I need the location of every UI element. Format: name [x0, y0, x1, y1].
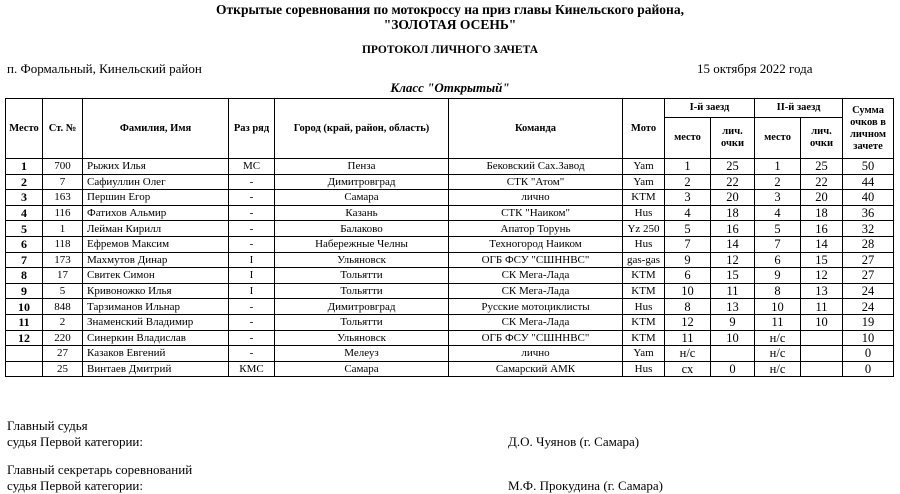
- cell-race-2-place: н/с: [755, 361, 801, 377]
- table-row: [6, 268, 894, 284]
- cell-race-1-place: 1: [665, 159, 711, 175]
- cell-city: Балаково: [275, 221, 449, 237]
- cell-team: СТК "Атом": [449, 174, 623, 190]
- table-row: [6, 314, 894, 330]
- event-location: п. Формальный, Кинельский район: [7, 61, 202, 76]
- table-row: [6, 361, 894, 377]
- cell-race-2-place: 9: [755, 268, 801, 284]
- cell-total: 28: [843, 236, 894, 252]
- cell-place: 11: [6, 314, 43, 330]
- cell-moto: Hus: [623, 299, 665, 315]
- cell-total: 24: [843, 283, 894, 299]
- cell-place: 3: [6, 190, 43, 206]
- cell-city: Самара: [275, 361, 449, 377]
- cell-race-2-points: 15: [801, 252, 843, 268]
- cell-race-1-points: 25: [711, 159, 755, 175]
- cell-total: 24: [843, 299, 894, 315]
- table-row: [6, 221, 894, 237]
- cell-race-2-place: 8: [755, 283, 801, 299]
- cell-start-no: 118: [43, 236, 83, 252]
- cell-start-no: 27: [43, 346, 83, 362]
- cell-start-no: 848: [43, 299, 83, 315]
- table-row: [6, 283, 894, 299]
- cell-race-1-place: 9: [665, 252, 711, 268]
- cell-place: 12: [6, 330, 43, 346]
- secretary-title: Главный секретарь соревнований: [7, 462, 193, 477]
- event-date: 15 октября 2022 года: [697, 61, 813, 76]
- cell-moto: KTM: [623, 268, 665, 284]
- cell-start-no: 700: [43, 159, 83, 175]
- cell-race-2-points: 14: [801, 236, 843, 252]
- cell-total: 10: [843, 330, 894, 346]
- cell-rank: -: [229, 221, 275, 237]
- cell-race-2-place: 1: [755, 159, 801, 175]
- cell-race-1-place: 4: [665, 205, 711, 221]
- cell-team: СТК "Наиком": [449, 205, 623, 221]
- col-place: Место: [6, 99, 43, 159]
- cell-name: Тарзиманов Ильнар: [83, 299, 229, 315]
- table-row: [6, 159, 894, 175]
- cell-name: Сафиуллин Олег: [83, 174, 229, 190]
- cell-race-2-place: 4: [755, 205, 801, 221]
- cell-name: Махмутов Динар: [83, 252, 229, 268]
- cell-moto: KTM: [623, 330, 665, 346]
- cell-rank: I: [229, 283, 275, 299]
- cell-race-2-place: 10: [755, 299, 801, 315]
- table-row: [6, 330, 894, 346]
- cell-race-1-points: [711, 346, 755, 362]
- cell-race-2-place: н/с: [755, 330, 801, 346]
- cell-race-1-place: н/с: [665, 346, 711, 362]
- table-row: [6, 190, 894, 206]
- cell-name: Рыжих Илья: [83, 159, 229, 175]
- col-city: Город (край, район, область): [275, 99, 449, 159]
- cell-team: СК Мега-Лада: [449, 314, 623, 330]
- cell-team: СК Мега-Лада: [449, 268, 623, 284]
- cell-team: лично: [449, 190, 623, 206]
- cell-team: Самарский АМК: [449, 361, 623, 377]
- cell-moto: Hus: [623, 236, 665, 252]
- cell-race-1-points: 14: [711, 236, 755, 252]
- col-race-1-place: место: [665, 118, 711, 159]
- col-race-2-points: лич. очки: [801, 118, 843, 159]
- cell-place: 4: [6, 205, 43, 221]
- cell-race-1-place: сх: [665, 361, 711, 377]
- cell-city: Димитровград: [275, 174, 449, 190]
- cell-name: Кривоножко Илья: [83, 283, 229, 299]
- cell-name: Лейман Кирилл: [83, 221, 229, 237]
- title-line-1: Открытые соревнования по мотокроссу на приз главы Кинельского района,: [216, 2, 684, 17]
- judge-title: Главный судья: [7, 418, 88, 433]
- cell-rank: -: [229, 174, 275, 190]
- cell-place: 1: [6, 159, 43, 175]
- cell-race-2-place: н/с: [755, 346, 801, 362]
- cell-race-2-points: 20: [801, 190, 843, 206]
- cell-race-2-points: 10: [801, 314, 843, 330]
- class-title: Класс "Открытый": [390, 80, 510, 95]
- cell-race-2-place: 2: [755, 174, 801, 190]
- cell-place: 8: [6, 268, 43, 284]
- protocol-heading: ПРОТОКОЛ ЛИЧНОГО ЗАЧЕТА: [361, 44, 538, 56]
- cell-city: Казань: [275, 205, 449, 221]
- cell-race-1-points: 15: [711, 268, 755, 284]
- col-race-1-points: лич. очки: [711, 118, 755, 159]
- cell-start-no: 1: [43, 221, 83, 237]
- col-name: Фамилия, Имя: [83, 99, 229, 159]
- cell-moto: Hus: [623, 361, 665, 377]
- cell-race-2-points: 25: [801, 159, 843, 175]
- results-table: [5, 98, 894, 377]
- cell-total: 32: [843, 221, 894, 237]
- cell-rank: -: [229, 330, 275, 346]
- cell-race-2-points: 18: [801, 205, 843, 221]
- cell-rank: МС: [229, 159, 275, 175]
- cell-city: Тольятти: [275, 268, 449, 284]
- secretary-name: М.Ф. Прокудина (г. Самара): [508, 478, 663, 493]
- cell-race-1-points: 16: [711, 221, 755, 237]
- cell-total: 0: [843, 361, 894, 377]
- cell-race-2-points: [801, 346, 843, 362]
- col-start-no: Ст. №: [43, 99, 83, 159]
- cell-total: 40: [843, 190, 894, 206]
- cell-moto: KTM: [623, 314, 665, 330]
- cell-race-1-points: 0: [711, 361, 755, 377]
- cell-team: Апатор Торунь: [449, 221, 623, 237]
- cell-place: [6, 346, 43, 362]
- cell-city: Тольятти: [275, 283, 449, 299]
- cell-moto: KTM: [623, 190, 665, 206]
- cell-place: 7: [6, 252, 43, 268]
- cell-name: Синеркин Владислав: [83, 330, 229, 346]
- cell-rank: -: [229, 190, 275, 206]
- table-row: [6, 299, 894, 315]
- col-total: Сумма очков в личном зачете: [843, 99, 894, 159]
- cell-race-2-points: 22: [801, 174, 843, 190]
- col-rank: Раз ряд: [229, 99, 275, 159]
- cell-name: Знаменский Владимир: [83, 314, 229, 330]
- cell-total: 50: [843, 159, 894, 175]
- cell-city: Пенза: [275, 159, 449, 175]
- cell-total: 0: [843, 346, 894, 362]
- table-row: [6, 205, 894, 221]
- cell-name: Ефремов Максим: [83, 236, 229, 252]
- cell-team: Русские мотоциклисты: [449, 299, 623, 315]
- cell-city: Димитровград: [275, 299, 449, 315]
- cell-city: Ульяновск: [275, 330, 449, 346]
- cell-race-1-place: 2: [665, 174, 711, 190]
- cell-race-1-points: 10: [711, 330, 755, 346]
- cell-team: ОГБ ФСУ "СШННВС": [449, 252, 623, 268]
- cell-moto: Yam: [623, 174, 665, 190]
- cell-start-no: 7: [43, 174, 83, 190]
- cell-rank: -: [229, 236, 275, 252]
- title-line-2: "ЗОЛОТАЯ ОСЕНЬ": [383, 17, 517, 32]
- table-row: [6, 252, 894, 268]
- cell-city: Мелеуз: [275, 346, 449, 362]
- cell-start-no: 173: [43, 252, 83, 268]
- cell-race-1-place: 12: [665, 314, 711, 330]
- cell-rank: -: [229, 346, 275, 362]
- judge-name: Д.О. Чуянов (г. Самара): [508, 434, 640, 449]
- cell-team: Техногород Наиком: [449, 236, 623, 252]
- cell-team: Бековский Сах.Завод: [449, 159, 623, 175]
- cell-start-no: 5: [43, 283, 83, 299]
- cell-race-2-points: 13: [801, 283, 843, 299]
- cell-total: 36: [843, 205, 894, 221]
- cell-city: Тольятти: [275, 314, 449, 330]
- cell-name: Казаков Евгений: [83, 346, 229, 362]
- cell-moto: Yz 250: [623, 221, 665, 237]
- cell-race-2-points: 12: [801, 268, 843, 284]
- cell-race-1-place: 5: [665, 221, 711, 237]
- cell-race-2-place: 11: [755, 314, 801, 330]
- cell-race-1-place: 7: [665, 236, 711, 252]
- col-race-1: I-й заезд: [665, 99, 755, 118]
- cell-start-no: 17: [43, 268, 83, 284]
- cell-moto: Hus: [623, 205, 665, 221]
- cell-rank: I: [229, 252, 275, 268]
- cell-race-2-place: 6: [755, 252, 801, 268]
- cell-moto: gas-gas: [623, 252, 665, 268]
- cell-race-1-points: 9: [711, 314, 755, 330]
- cell-total: 27: [843, 268, 894, 284]
- cell-name: Винтаев Дмитрий: [83, 361, 229, 377]
- cell-race-1-points: 20: [711, 190, 755, 206]
- cell-moto: Yam: [623, 159, 665, 175]
- cell-moto: KTM: [623, 283, 665, 299]
- cell-place: 5: [6, 221, 43, 237]
- cell-race-1-points: 12: [711, 252, 755, 268]
- cell-city: Набережные Челны: [275, 236, 449, 252]
- cell-rank: -: [229, 299, 275, 315]
- cell-name: Першин Егор: [83, 190, 229, 206]
- cell-race-1-place: 3: [665, 190, 711, 206]
- cell-team: ОГБ ФСУ "СШННВС": [449, 330, 623, 346]
- cell-city: Ульяновск: [275, 252, 449, 268]
- cell-race-1-place: 6: [665, 268, 711, 284]
- cell-race-1-points: 13: [711, 299, 755, 315]
- cell-rank: -: [229, 314, 275, 330]
- col-race-2-place: место: [755, 118, 801, 159]
- cell-name: Фатихов Альмир: [83, 205, 229, 221]
- col-race-2: II-й заезд: [755, 99, 843, 118]
- cell-total: 27: [843, 252, 894, 268]
- cell-start-no: 220: [43, 330, 83, 346]
- cell-team: лично: [449, 346, 623, 362]
- cell-race-2-place: 3: [755, 190, 801, 206]
- cell-start-no: 2: [43, 314, 83, 330]
- cell-rank: -: [229, 205, 275, 221]
- cell-moto: Yam: [623, 346, 665, 362]
- cell-race-2-points: [801, 361, 843, 377]
- cell-start-no: 25: [43, 361, 83, 377]
- cell-place: [6, 361, 43, 377]
- cell-total: 19: [843, 314, 894, 330]
- judge-category: судья Первой категории:: [7, 434, 144, 449]
- cell-race-1-points: 22: [711, 174, 755, 190]
- table-row: [6, 174, 894, 190]
- cell-start-no: 163: [43, 190, 83, 206]
- table-row: [6, 236, 894, 252]
- cell-race-2-place: 5: [755, 221, 801, 237]
- cell-race-2-points: [801, 330, 843, 346]
- secretary-category: судья Первой категории:: [7, 478, 144, 493]
- cell-city: Самара: [275, 190, 449, 206]
- col-moto: Мото: [623, 99, 665, 159]
- cell-place: 10: [6, 299, 43, 315]
- cell-race-1-place: 10: [665, 283, 711, 299]
- cell-total: 44: [843, 174, 894, 190]
- cell-team: СК Мега-Лада: [449, 283, 623, 299]
- cell-race-1-place: 11: [665, 330, 711, 346]
- col-team: Команда: [449, 99, 623, 159]
- cell-race-2-points: 11: [801, 299, 843, 315]
- cell-place: 2: [6, 174, 43, 190]
- cell-start-no: 116: [43, 205, 83, 221]
- table-row: [6, 346, 894, 362]
- cell-place: 9: [6, 283, 43, 299]
- cell-rank: I: [229, 268, 275, 284]
- cell-race-2-points: 16: [801, 221, 843, 237]
- cell-race-1-place: 8: [665, 299, 711, 315]
- cell-rank: КМС: [229, 361, 275, 377]
- cell-name: Свитек Симон: [83, 268, 229, 284]
- cell-race-1-points: 11: [711, 283, 755, 299]
- cell-place: 6: [6, 236, 43, 252]
- cell-race-2-place: 7: [755, 236, 801, 252]
- cell-race-1-points: 18: [711, 205, 755, 221]
